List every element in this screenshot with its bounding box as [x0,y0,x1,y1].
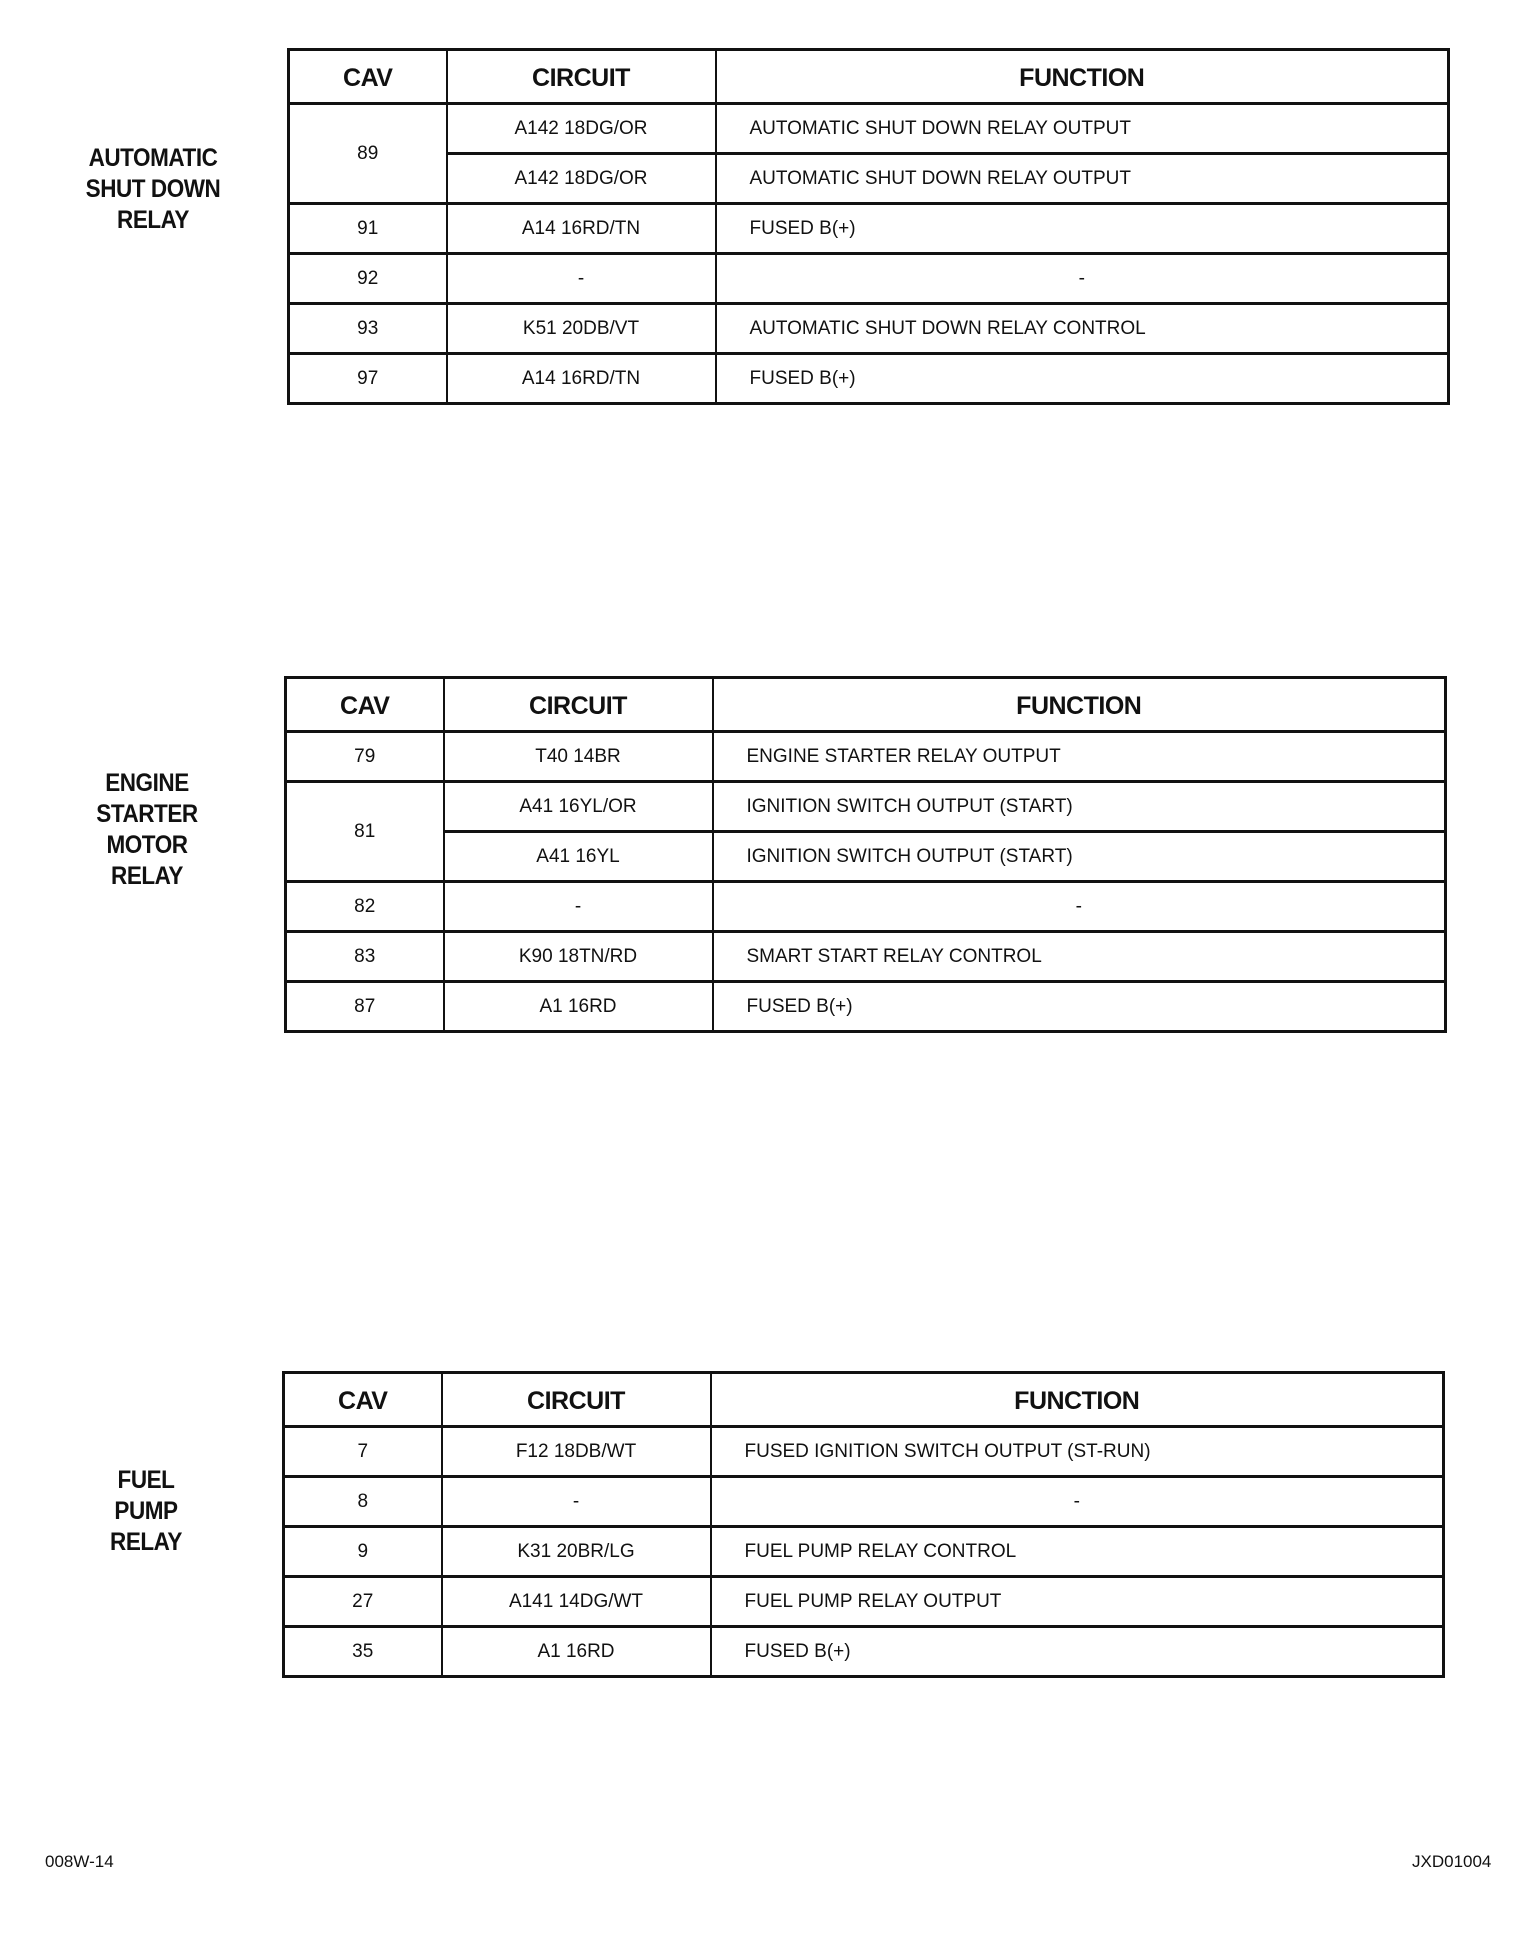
circuit-cell: K51 20DB/VT [447,304,716,354]
table-row [289,154,1449,204]
table-row [284,1627,1444,1677]
function-cell: FUSED B(+) [716,204,1449,254]
header-cav: CAV [289,50,447,104]
circuit-cell: - [444,882,713,932]
cav-cell: 92 [289,254,447,304]
circuit-cell: A41 16YL [444,832,713,882]
cav-cell: 7 [284,1427,442,1477]
label-line: STARTER [96,800,198,828]
function-cell: FUEL PUMP RELAY CONTROL [711,1527,1444,1577]
table-row [284,1577,1444,1627]
table-row [286,982,1446,1032]
table-row [286,932,1446,982]
function-cell: FUSED B(+) [713,982,1446,1032]
function-cell: IGNITION SWITCH OUTPUT (START) [713,832,1446,882]
table-row [286,782,1446,832]
label-line: FUEL [117,1466,175,1494]
cav-cell: 87 [286,982,444,1032]
cav-cell: 8 [284,1477,442,1527]
function-cell: - [711,1477,1444,1527]
fuel-pump-relay-table [282,1371,1445,1678]
circuit-cell: A14 16RD/TN [447,354,716,404]
table-row [289,254,1449,304]
header-function: FUNCTION [716,50,1449,104]
circuit-cell: A41 16YL/OR [444,782,713,832]
function-cell: AUTOMATIC SHUT DOWN RELAY OUTPUT [716,104,1449,154]
section-label-starter-relay [62,768,233,892]
circuit-cell: K31 20BR/LG [442,1527,711,1577]
table-row [284,1527,1444,1577]
cav-cell: 97 [289,354,447,404]
label-line: RELAY [111,862,183,890]
header-circuit: CIRCUIT [447,50,716,104]
circuit-cell: T40 14BR [444,732,713,782]
function-cell: FUSED IGNITION SWITCH OUTPUT (ST-RUN) [711,1427,1444,1477]
footer-figure-code: 008W-14 [45,1852,114,1871]
circuit-cell: - [442,1477,711,1527]
table-row [284,1427,1444,1477]
cav-cell: 89 [289,104,447,204]
circuit-cell: A14 16RD/TN [447,204,716,254]
header-function: FUNCTION [713,678,1446,732]
function-cell: FUSED B(+) [711,1627,1444,1677]
cav-cell: 93 [289,304,447,354]
cav-cell: 82 [286,882,444,932]
function-cell: SMART START RELAY CONTROL [713,932,1446,982]
function-cell: AUTOMATIC SHUT DOWN RELAY CONTROL [716,304,1449,354]
circuit-cell: A142 18DG/OR [447,154,716,204]
table-row [286,882,1446,932]
function-cell: FUEL PUMP RELAY OUTPUT [711,1577,1444,1627]
circuit-cell: - [447,254,716,304]
cav-cell: 79 [286,732,444,782]
circuit-cell: F12 18DB/WT [442,1427,711,1477]
cav-cell: 81 [286,782,444,882]
header-cav: CAV [284,1373,442,1427]
label-line: AUTOMATIC [88,144,218,172]
function-cell: ENGINE STARTER RELAY OUTPUT [713,732,1446,782]
section-label-asd-relay [68,143,239,236]
circuit-cell: A142 18DG/OR [447,104,716,154]
circuit-cell: A141 14DG/WT [442,1577,711,1627]
table-row [289,104,1449,154]
table-row [289,304,1449,354]
circuit-cell: A1 16RD [444,982,713,1032]
cav-cell: 83 [286,932,444,982]
label-line: MOTOR [106,831,188,859]
header-function: FUNCTION [711,1373,1444,1427]
header-cav: CAV [286,678,444,732]
table-header-row [284,1373,1444,1427]
cav-cell: 9 [284,1527,442,1577]
table-row [286,732,1446,782]
table-header-row [286,678,1446,732]
function-cell: AUTOMATIC SHUT DOWN RELAY OUTPUT [716,154,1449,204]
footer-document-id: JXD01004 [1412,1852,1492,1871]
table-header-row [289,50,1449,104]
function-cell: - [713,882,1446,932]
section-label-fuel-pump-relay [61,1465,232,1558]
function-cell: IGNITION SWITCH OUTPUT (START) [713,782,1446,832]
cav-cell: 35 [284,1627,442,1677]
label-line: PUMP [114,1497,178,1525]
circuit-cell: K90 18TN/RD [444,932,713,982]
asd-relay-table [287,48,1450,405]
function-cell: FUSED B(+) [716,354,1449,404]
label-line: RELAY [117,206,189,234]
table-row [286,832,1446,882]
table-row [284,1477,1444,1527]
circuit-cell: A1 16RD [442,1627,711,1677]
table-row [289,354,1449,404]
function-cell: - [716,254,1449,304]
label-line: ENGINE [105,769,189,797]
table-row [289,204,1449,254]
label-line: SHUT DOWN [85,175,221,203]
header-circuit: CIRCUIT [444,678,713,732]
header-circuit: CIRCUIT [442,1373,711,1427]
cav-cell: 27 [284,1577,442,1627]
label-line: RELAY [110,1528,182,1556]
starter-relay-table [284,676,1447,1033]
cav-cell: 91 [289,204,447,254]
